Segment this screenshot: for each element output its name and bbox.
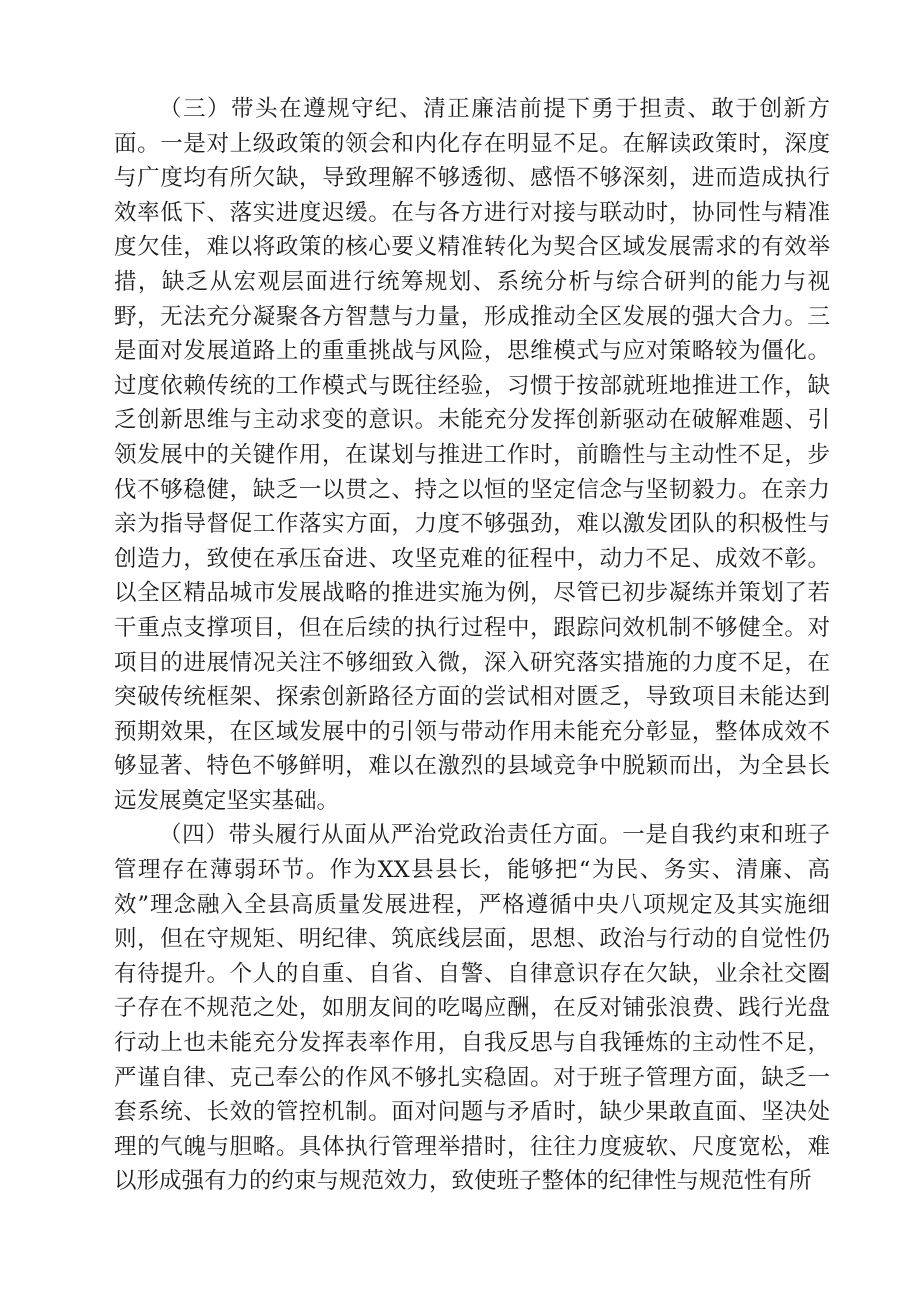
paragraph-section-four: （四）带头履行从面从严治党政治责任方面。一是自我约束和班子管理存在薄弱环节。作为XX县县长，能够把“为民、务实、清廉、高效”理念融入全县高质量发展进程，严格遵循中央八项规定及其实施细则，但在守规矩、明纪律、筑底线层面，思想、政治与行动的自觉性仍有待提升。个人的自重、自省、自警、自律意识存在欠缺，业余社交圈子存在不规范之处，如朋友间的吃喝应酬，在反对铺张浪费、践行光盘行动上也未能充分发挥表率作用，自我反思与自我锤炼的主动性不足，严谨自律、克己奉公的作风不够扎实稳固。对于班子管理方面，缺乏一套系统、长效的管控机制。面对问题与矛盾时，缺少果敢直面、坚决处理的气魄与胆略。具体执行管理举措时，往往力度疲软、尺度宽松，难以形成强有力的约束与规范效力，致使班子整体的纪律性与规范性有所 bbox=[114, 822, 830, 1195]
paragraph-section-three: （三）带头在遵规守纪、清正廉洁前提下勇于担责、敢于创新方面。一是对上级政策的领会和内化存在明显不足。在解读政策时，深度与广度均有所欠缺，导致理解不够透彻、感悟不够深刻，进而造成执行效率低下、落实进度迟缓。在与各方进行对接与联动时，协同性与精准度欠佳，难以将政策的核心要义精准转化为契合区域发展需求的有效举措，缺乏从宏观层面进行统筹规划、系统分析与综合研判的能力与视野，无法充分凝聚各方智慧与力量，形成推动全区发展的强大合力。三是面对发展道路上的重重挑战与风险，思维模式与应对策略较为僵化。过度依赖传统的工作模式与既往经验，习惯于按部就班地推进工作，缺乏创新思维与主动求变的意识。未能充分发挥创新驱动在破解难题、引领发展中的关键作用，在谋划与推进工作时，前瞻性与主动性不足，步伐不够稳健，缺乏一以贯之、持之以恒的坚定信念与坚韧毅力。在亲力亲为指导督促工作落实方面，力度不够强劲，难以激发团队的积极性与创造力，致使在承压奋进、攻坚克难的征程中，动力不足、成效不彰。以全区精品城市发展战略的推进实施为例，尽管已初步凝练并策划了若干重点支撑项目，但在后续的执行过程中，跟踪问效机制不够健全。对项目的进展情况关注不够细致入微，深入研究落实措施的力度不足，在突破传统框架、探索创新路径方面的尝试相对匮乏，导致项目未能达到预期效果，在区域发展中的引领与带动作用未能充分彰显，整体成效不够显著、特色不够鲜明，难以在激烈的县域竞争中脱颖而出，为全县长远发展奠定坚实基础。 bbox=[114, 96, 830, 814]
document-body bbox=[114, 92, 830, 1199]
